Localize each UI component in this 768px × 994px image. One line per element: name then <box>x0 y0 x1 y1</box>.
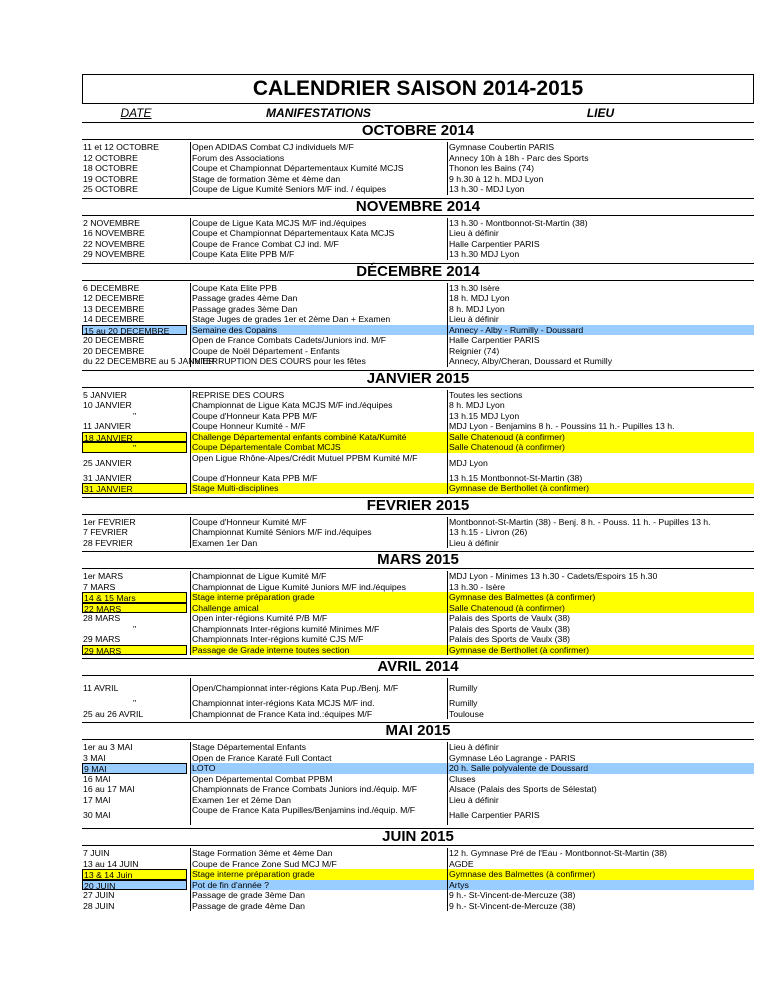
table-row <box>82 163 754 174</box>
place-cell: Halle Carpentier PARIS <box>447 805 754 825</box>
date-cell: 18 JANVIER <box>82 432 187 443</box>
table-row <box>82 795 754 806</box>
place-cell: Toulouse <box>447 709 754 720</box>
date-cell: 31 JANVIER <box>83 472 132 483</box>
table-row <box>82 517 754 528</box>
event-cell: Championnats Inter-régions kumité Minimes M/F <box>190 624 447 635</box>
place-cell: Annecy - Alby - Rumilly - Doussard <box>447 325 754 336</box>
event-cell: Forum des Associations <box>190 153 447 164</box>
place-cell: AGDE <box>447 859 754 870</box>
table-row <box>82 880 754 891</box>
event-cell: Coupe de Noël Département - Enfants <box>190 346 447 357</box>
date-cell: 30 MAI <box>83 810 111 820</box>
event-cell: Passage de Grade interne toutes section <box>190 645 447 656</box>
event-cell: LOTO <box>190 763 447 774</box>
event-cell: Championnat de Ligue Kata MCJS M/F ind./équipes <box>190 400 447 411</box>
table-row <box>82 848 754 859</box>
table-row <box>82 613 754 624</box>
date-cell: 10 JANVIER <box>83 400 132 410</box>
place-cell: 9 h.- St-Vincent-de-Mercuze (38) <box>447 890 754 901</box>
date-cell: 1er MARS <box>83 571 124 581</box>
place-cell: Lieu à définir <box>447 314 754 325</box>
event-cell: Championnats Inter-régions kumité CJS M/F <box>190 634 447 645</box>
place-cell: Annecy 10h à 18h - Parc des Sports <box>447 153 754 164</box>
month-header: MARS 2015 <box>82 551 754 569</box>
table-row <box>82 239 754 250</box>
event-cell: Championnat de France Kata ind.:équipes M/F <box>190 709 447 720</box>
month-block <box>82 216 754 263</box>
table-row <box>82 249 754 260</box>
place-cell: Montbonnot-St-Martin (38) - Benj. 8 h. - Pouss. 11 h. - Pupilles 13 h. <box>447 517 754 528</box>
event-cell: Coupe et Championnat Départementaux Kata MCJS <box>190 228 447 239</box>
event-cell: Open Départemental Combat PPBM <box>190 774 447 785</box>
date-cell: 22 MARS <box>82 603 187 614</box>
date-cell: 29 MARS <box>83 634 121 644</box>
table-row <box>82 678 754 698</box>
table-row <box>82 890 754 901</box>
table-row <box>82 742 754 753</box>
page-title: CALENDRIER SAISON 2014-2015 <box>82 74 754 103</box>
event-cell: Coupe Départementale Combat MCJS <box>190 442 447 453</box>
table-row <box>82 421 754 432</box>
place-cell: 13 h.30 Isère <box>447 283 754 294</box>
place-cell: Artys <box>447 880 754 891</box>
event-cell: Coupe Kata Elite PPB <box>190 283 447 294</box>
date-cell: 18 OCTOBRE <box>83 163 138 173</box>
event-cell: Coupe de France Zone Sud MCJ M/F <box>190 859 447 870</box>
table-row <box>82 400 754 411</box>
table-row <box>82 218 754 229</box>
table-row <box>82 293 754 304</box>
table-row <box>82 184 754 195</box>
date-cell: 31 JANVIER <box>82 483 187 494</box>
place-cell: Thonon les Bains (74) <box>447 163 754 174</box>
table-row <box>82 805 754 825</box>
place-cell: Halle Carpentier PARIS <box>447 239 754 250</box>
event-cell: Championnats de France Combats Juniors ind./équip. M/F <box>190 784 447 795</box>
date-cell: 16 au 17 MAI <box>83 784 135 794</box>
event-cell: Coupe Honneur Kumité - M/F <box>190 421 447 432</box>
table-row <box>82 483 754 494</box>
month-header: JUIN 2015 <box>82 828 754 846</box>
place-cell: 13 h.30 - Montbonnot-St-Martin (38) <box>447 218 754 229</box>
month-header: DÉCEMBRE 2014 <box>82 263 754 281</box>
event-cell: Stage Juges de grades 1er et 2ème Dan + Examen <box>190 314 447 325</box>
event-cell: Coupe de France Combat CJ ind. M/F <box>190 239 447 250</box>
place-cell: 13 h.30 - MDJ Lyon <box>447 184 754 195</box>
place-cell: Reignier (74) <box>447 346 754 357</box>
date-cell: 27 JUIN <box>83 890 115 900</box>
place-cell: Rumilly <box>447 678 754 698</box>
table-row <box>82 859 754 870</box>
event-cell: INTERRUPTION DES COURS pour les fêtes <box>190 356 447 367</box>
date-cell: 13 & 14 Juin <box>82 869 187 880</box>
date-cell: 12 OCTOBRE <box>83 152 138 163</box>
event-cell: Stage Départemental Enfants <box>190 742 447 753</box>
date-cell: 11 JANVIER <box>83 421 132 431</box>
place-cell: 9 h.30 à 12 h. MDJ Lyon <box>447 174 754 185</box>
place-cell: Gymnase de Berthollet (à confirmer) <box>447 645 754 656</box>
place-cell: Palais des Sports de Vaulx (38) <box>447 634 754 645</box>
table-row <box>82 869 754 880</box>
place-cell: MDJ Lyon - Benjamins 8 h. - Poussins 11 h.- Pupilles 13 h. <box>447 421 754 432</box>
header-manifestations: MANIFESTATIONS <box>266 106 371 120</box>
event-cell: Championnat inter-régions Kata MCJS M/F ind. <box>190 698 447 709</box>
table-row <box>82 634 754 645</box>
event-cell: Open Ligue Rhône-Alpes/Crédit Mutuel PPBM Kumité M/F <box>190 453 447 473</box>
date-cell: 20 DECEMBRE <box>83 345 145 356</box>
table-row <box>82 283 754 294</box>
date-cell: 2 NOVEMBRE <box>83 217 140 228</box>
place-cell: 20 h. Salle polyvalente de Doussard <box>447 763 754 774</box>
month-header: JANVIER 2015 <box>82 370 754 388</box>
place-cell: Palais des Sports de Vaulx (38) <box>447 613 754 624</box>
table-row <box>82 314 754 325</box>
table-row <box>82 432 754 443</box>
place-cell: Gymnase de Berthollet (à confirmer) <box>447 483 754 494</box>
table-row <box>82 411 754 422</box>
event-cell: Stage Formation 3ème et 4ème Dan <box>190 848 447 859</box>
event-cell: Open ADIDAS Combat CJ individuels M/F <box>190 142 447 153</box>
table-row <box>82 228 754 239</box>
event-cell: Open de France Combats Cadets/Juniors ind. M/F <box>190 335 447 346</box>
event-cell: Open inter-régions Kumité P/B M/F <box>190 613 447 624</box>
month-block <box>82 388 754 497</box>
date-cell: 25 JANVIER <box>83 457 132 468</box>
event-cell: Challenge amical <box>190 603 447 614</box>
place-cell: 13 h.30 - Isère <box>447 582 754 593</box>
table-row <box>82 901 754 912</box>
event-cell: Open/Championnat inter-régions Kata Pup./Benj. M/F <box>190 678 447 698</box>
event-cell: Stage de formation 3ème et 4ème dan <box>190 174 447 185</box>
place-cell: 13 h.15 - Livron (26) <box>447 527 754 538</box>
date-cell: 13 DECEMBRE <box>83 303 145 314</box>
event-cell: Passage de grade 3ème Dan <box>190 890 447 901</box>
month-header: NOVEMBRE 2014 <box>82 198 754 216</box>
event-cell: Coupe d'Honneur Kata PPB M/F <box>190 473 447 484</box>
date-cell: 7 FEVRIER <box>83 527 128 537</box>
place-cell: Gymnase des Balmettes (à confirmer) <box>447 869 754 880</box>
place-cell: Toutes les sections <box>447 390 754 401</box>
table-row <box>82 304 754 315</box>
date-cell: 7 MARS <box>83 581 116 592</box>
table-row <box>82 174 754 185</box>
month-block <box>82 846 754 914</box>
table-row <box>82 453 754 473</box>
month-block <box>82 740 754 828</box>
date-cell: " <box>132 623 137 634</box>
date-cell: 17 MAI <box>83 794 111 805</box>
place-cell: Gymnase Léo Lagrange - PARIS <box>447 753 754 764</box>
date-cell: 29 NOVEMBRE <box>83 249 145 259</box>
place-cell: Palais des Sports de Vaulx (38) <box>447 624 754 635</box>
event-cell: Open de France Karaté Full Contact <box>190 753 447 764</box>
event-cell: Pot de fin d'année ? <box>190 880 447 891</box>
event-cell: Examen 1er et 2ème Dan <box>190 795 447 806</box>
date-cell: 20 JUIN <box>82 880 187 891</box>
event-cell: Championnat Kumité Séniors M/F ind./équipes <box>190 527 447 538</box>
table-row <box>82 571 754 582</box>
table-row <box>82 645 754 656</box>
place-cell: Halle Carpentier PARIS <box>447 335 754 346</box>
date-cell: 14 & 15 Mars <box>82 592 187 603</box>
month-block <box>82 140 754 198</box>
place-cell: Salle Chatenoud (à confirmer) <box>447 432 754 443</box>
date-cell: 12 DECEMBRE <box>83 293 145 303</box>
header-lieu: LIEU <box>586 106 615 120</box>
date-cell: 19 OCTOBRE <box>83 173 138 184</box>
table-row <box>82 582 754 593</box>
place-cell: Lieu à définir <box>447 538 754 549</box>
table-row <box>82 153 754 164</box>
calendar-sheet <box>82 74 754 914</box>
event-cell: Stage interne préparation grade <box>190 869 447 880</box>
date-cell: 20 DECEMBRE <box>83 335 145 345</box>
date-cell: 29 MARS <box>82 645 187 656</box>
month-header: MAI 2015 <box>82 722 754 740</box>
date-cell: 13 au 14 JUIN <box>83 858 139 869</box>
date-cell: 16 NOVEMBRE <box>83 228 145 238</box>
place-cell: 13 h.15 MDJ Lyon <box>447 411 754 422</box>
place-cell: Cluses <box>447 774 754 785</box>
month-header: AVRIL 2014 <box>82 658 754 676</box>
table-row <box>82 603 754 614</box>
date-cell: 14 DECEMBRE <box>83 314 145 324</box>
date-cell: 11 et 12 OCTOBRE <box>83 142 159 152</box>
date-cell: 9 MAI <box>82 763 187 774</box>
event-cell: Challenge Départemental enfants combiné Kata/Kumité <box>190 432 447 443</box>
place-cell: Lieu à définir <box>447 742 754 753</box>
table-row <box>82 356 754 367</box>
place-cell: 13 h.30 MDJ Lyon <box>447 249 754 260</box>
date-cell: 7 JUIN <box>83 848 110 858</box>
table-row <box>82 624 754 635</box>
event-cell: Coupe Kata Elite PPB M/F <box>190 249 447 260</box>
place-cell: 12 h. Gymnase Pré de l'Eau - Montbonnot-St-Martin (38) <box>447 848 754 859</box>
event-cell: Coupe de Ligue Kumité Seniors M/F ind. / équipes <box>190 184 447 195</box>
event-cell: Championnat de Ligue Kumité Juniors M/F ind./équipes <box>190 582 447 593</box>
table-row <box>82 774 754 785</box>
table-row <box>82 709 754 720</box>
place-cell: Alsace (Palais des Sports de Sélestat) <box>447 784 754 795</box>
place-cell: 8 h. MDJ Lyon <box>447 400 754 411</box>
table-row <box>82 753 754 764</box>
table-row <box>82 335 754 346</box>
event-cell: Passage grades 4ème Dan <box>190 293 447 304</box>
table-row <box>82 527 754 538</box>
table-row <box>82 346 754 357</box>
date-cell: 1er FEVRIER <box>83 516 136 527</box>
event-cell: Examen 1er Dan <box>190 538 447 549</box>
place-cell: Lieu à définir <box>447 795 754 806</box>
date-cell: 28 MARS <box>83 613 121 623</box>
table-row <box>82 784 754 795</box>
place-cell: 18 h. MDJ Lyon <box>447 293 754 304</box>
event-cell: Coupe d'Honneur Kumité M/F <box>190 517 447 528</box>
date-cell: 5 JANVIER <box>83 389 127 400</box>
event-cell: REPRISE DES COURS <box>190 390 447 401</box>
table-row <box>82 473 754 484</box>
table-row <box>82 442 754 453</box>
event-cell: Coupe d'Honneur Kata PPB M/F <box>190 411 447 422</box>
date-cell: 22 NOVEMBRE <box>83 238 145 249</box>
month-block <box>82 281 754 370</box>
date-cell: " <box>132 698 137 708</box>
event-cell: Coupe de Ligue Kata MCJS M/F ind./équipes <box>190 218 447 229</box>
month-header: FEVRIER 2015 <box>82 497 754 515</box>
date-cell: du 22 DECEMBRE au 5 JANVIER <box>83 356 215 366</box>
place-cell: Gymnase des Balmettes (à confirmer) <box>447 592 754 603</box>
date-cell: 25 au 26 AVRIL <box>83 708 144 719</box>
place-cell: Annecy, Alby/Cheran, Doussard et Rumilly <box>447 356 754 367</box>
event-cell: Stage Multi-disciplines <box>190 483 447 494</box>
event-cell: Passage grades 3ème Dan <box>190 304 447 315</box>
event-cell: Coupe de France Kata Pupilles/Benjamins ind./équip. M/F <box>190 805 447 825</box>
date-cell: 16 MAI <box>83 773 111 784</box>
date-cell: 28 FEVRIER <box>83 537 133 548</box>
place-cell: 8 h. MDJ Lyon <box>447 304 754 315</box>
date-cell: 3 MAI <box>83 752 106 763</box>
event-cell: Semaine des Copains <box>190 325 447 336</box>
date-cell: " <box>132 410 137 421</box>
month-block <box>82 515 754 552</box>
place-cell: 9 h.- St-Vincent-de-Mercuze (38) <box>447 901 754 912</box>
table-row <box>82 698 754 709</box>
date-cell: 25 OCTOBRE <box>83 184 138 194</box>
date-cell: 11 AVRIL <box>83 683 119 693</box>
column-headers <box>82 103 754 122</box>
header-date: DATE <box>120 106 152 120</box>
place-cell: Gymnase Coubertin PARIS <box>447 142 754 153</box>
table-row <box>82 325 754 336</box>
month-block <box>82 676 754 722</box>
event-cell: Championnat de Ligue Kumité M/F <box>190 571 447 582</box>
table-row <box>82 592 754 603</box>
date-cell: " <box>82 442 187 453</box>
date-cell: 6 DECEMBRE <box>83 282 140 293</box>
table-row <box>82 538 754 549</box>
month-block <box>82 569 754 658</box>
place-cell: Lieu à définir <box>447 228 754 239</box>
months-container <box>82 122 754 914</box>
month-header: OCTOBRE 2014 <box>82 122 754 140</box>
place-cell: MDJ Lyon - Minimes 13 h.30 - Cadets/Espoirs 15 h.30 <box>447 571 754 582</box>
event-cell: Passage de grade 4ème Dan <box>190 901 447 912</box>
place-cell: Salle Chatenoud (à confirmer) <box>447 603 754 614</box>
event-cell: Coupe et Championnat Départementaux Kumité MCJS <box>190 163 447 174</box>
date-cell: 1er au 3 MAI <box>83 742 133 752</box>
place-cell: 13 h.15 Montbonnot-St-Martin (38) <box>447 473 754 484</box>
date-cell: 15 au 20 DECEMBRE <box>82 325 187 336</box>
place-cell: Rumilly <box>447 698 754 709</box>
table-row <box>82 763 754 774</box>
place-cell: Salle Chatenoud (à confirmer) <box>447 442 754 453</box>
table-row <box>82 142 754 153</box>
event-cell: Stage interne préparation grade <box>190 592 447 603</box>
place-cell: MDJ Lyon <box>447 453 754 473</box>
table-row <box>82 390 754 401</box>
date-cell: 28 JUIN <box>83 900 115 911</box>
